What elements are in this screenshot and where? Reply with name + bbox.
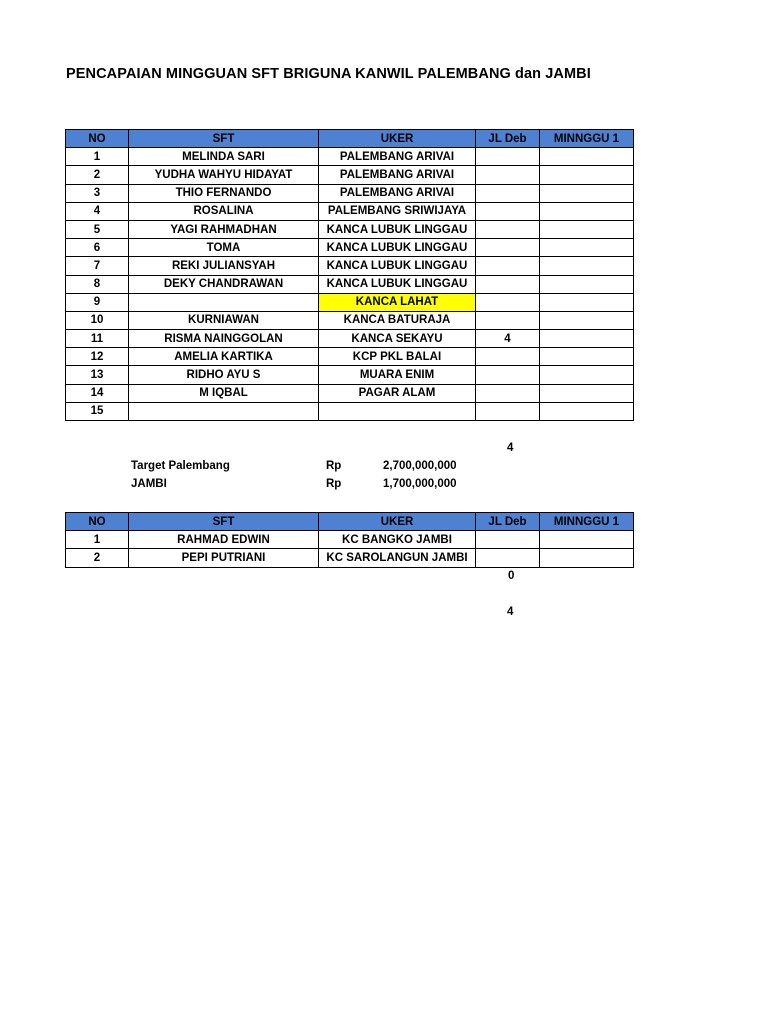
cell-no: 14 — [66, 384, 129, 402]
cell-sft: MELINDA SARI — [129, 148, 319, 166]
cell-sft: M IQBAL — [129, 384, 319, 402]
cell-no: 9 — [66, 293, 129, 311]
cell-minggu — [540, 330, 634, 348]
cell-uker: KC BANGKO JAMBI — [319, 531, 476, 549]
cell-jl-deb — [476, 184, 540, 202]
palembang-total: 4 — [507, 442, 514, 454]
jambi-table — [65, 512, 634, 568]
cell-uker: KANCA LUBUK LINGGAU — [319, 239, 476, 257]
cell-uker: KCP PKL BALAI — [319, 348, 476, 366]
cell-sft: PEPI PUTRIANI — [129, 549, 319, 567]
cell-no: 11 — [66, 330, 129, 348]
grand-total: 4 — [507, 606, 514, 618]
cell-sft: THIO FERNANDO — [129, 184, 319, 202]
cell-sft: ROSALINA — [129, 202, 319, 220]
cell-minggu — [540, 366, 634, 384]
header-uker: UKER — [319, 513, 476, 531]
cell-jl-deb — [476, 220, 540, 238]
cell-no: 4 — [66, 202, 129, 220]
table-row — [66, 293, 634, 311]
cell-uker: PAGAR ALAM — [319, 384, 476, 402]
cell-minggu — [540, 257, 634, 275]
cell-jl-deb — [476, 202, 540, 220]
cell-no: 3 — [66, 184, 129, 202]
table-row — [66, 275, 634, 293]
cell-minggu — [540, 549, 634, 567]
cell-no: 6 — [66, 239, 129, 257]
cell-no: 10 — [66, 311, 129, 329]
cell-sft: RAHMAD EDWIN — [129, 531, 319, 549]
cell-uker — [319, 402, 476, 420]
table-row — [66, 148, 634, 166]
header-sft: SFT — [129, 130, 319, 148]
cell-minggu — [540, 293, 634, 311]
target-palembang-currency: Rp — [326, 460, 342, 472]
table-row — [66, 220, 634, 238]
cell-minggu — [540, 348, 634, 366]
header-uker: UKER — [319, 130, 476, 148]
cell-uker: PALEMBANG ARIVAI — [319, 166, 476, 184]
cell-no: 1 — [66, 148, 129, 166]
cell-uker: PALEMBANG ARIVAI — [319, 148, 476, 166]
header-no: NO — [66, 513, 129, 531]
cell-minggu — [540, 202, 634, 220]
cell-uker: KANCA BATURAJA — [319, 311, 476, 329]
cell-jl-deb — [476, 384, 540, 402]
cell-sft — [129, 402, 319, 420]
cell-sft: REKI JULIANSYAH — [129, 257, 319, 275]
cell-sft: YAGI RAHMADHAN — [129, 220, 319, 238]
cell-jl-deb — [476, 549, 540, 567]
cell-jl-deb — [476, 402, 540, 420]
palembang-table — [65, 129, 634, 421]
table-header-row — [66, 130, 634, 148]
cell-minggu — [540, 239, 634, 257]
table-row — [66, 239, 634, 257]
cell-sft — [129, 293, 319, 311]
cell-uker: PALEMBANG ARIVAI — [319, 184, 476, 202]
cell-sft: DEKY CHANDRAWAN — [129, 275, 319, 293]
cell-sft: KURNIAWAN — [129, 311, 319, 329]
cell-no: 7 — [66, 257, 129, 275]
header-minggu: MINNGGU 1 — [540, 513, 634, 531]
target-jambi-label: JAMBI — [131, 478, 167, 490]
cell-jl-deb — [476, 148, 540, 166]
cell-no: 15 — [66, 402, 129, 420]
cell-no: 1 — [66, 531, 129, 549]
target-jambi-amount: 1,700,000,000 — [383, 478, 457, 490]
header-no: NO — [66, 130, 129, 148]
cell-minggu — [540, 531, 634, 549]
table-header-row — [66, 513, 634, 531]
cell-no: 8 — [66, 275, 129, 293]
table-row — [66, 202, 634, 220]
target-palembang-label: Target Palembang — [131, 460, 230, 472]
cell-no: 2 — [66, 166, 129, 184]
header-sft: SFT — [129, 513, 319, 531]
cell-minggu — [540, 275, 634, 293]
cell-uker: MUARA ENIM — [319, 366, 476, 384]
header-minggu: MINNGGU 1 — [540, 130, 634, 148]
table-row — [66, 311, 634, 329]
table-row — [66, 348, 634, 366]
table-row — [66, 531, 634, 549]
cell-sft: RISMA NAINGGOLAN — [129, 330, 319, 348]
cell-minggu — [540, 384, 634, 402]
cell-minggu — [540, 311, 634, 329]
cell-no: 5 — [66, 220, 129, 238]
cell-uker: KANCA LAHAT — [319, 293, 476, 311]
cell-jl-deb — [476, 366, 540, 384]
cell-sft: RIDHO AYU S — [129, 366, 319, 384]
table-row — [66, 166, 634, 184]
cell-minggu — [540, 148, 634, 166]
cell-uker: KANCA LUBUK LINGGAU — [319, 220, 476, 238]
cell-minggu — [540, 166, 634, 184]
cell-uker: KANCA LUBUK LINGGAU — [319, 275, 476, 293]
table-row — [66, 402, 634, 420]
table-row — [66, 366, 634, 384]
cell-sft: YUDHA WAHYU HIDAYAT — [129, 166, 319, 184]
cell-jl-deb — [476, 531, 540, 549]
cell-no: 13 — [66, 366, 129, 384]
header-jl-deb: JL Deb — [476, 513, 540, 531]
table-row — [66, 330, 634, 348]
cell-uker: PALEMBANG SRIWIJAYA — [319, 202, 476, 220]
cell-sft: AMELIA KARTIKA — [129, 348, 319, 366]
cell-jl-deb — [476, 166, 540, 184]
table-row — [66, 257, 634, 275]
cell-jl-deb: 4 — [476, 330, 540, 348]
cell-minggu — [540, 402, 634, 420]
cell-minggu — [540, 184, 634, 202]
cell-jl-deb — [476, 293, 540, 311]
cell-jl-deb — [476, 275, 540, 293]
table-row — [66, 384, 634, 402]
cell-jl-deb — [476, 239, 540, 257]
cell-uker: KC SAROLANGUN JAMBI — [319, 549, 476, 567]
cell-jl-deb — [476, 257, 540, 275]
target-jambi-currency: Rp — [326, 478, 342, 490]
target-palembang-amount: 2,700,000,000 — [383, 460, 457, 472]
table-row — [66, 184, 634, 202]
cell-uker: KANCA LUBUK LINGGAU — [319, 257, 476, 275]
cell-no: 2 — [66, 549, 129, 567]
cell-sft: TOMA — [129, 239, 319, 257]
header-jl-deb: JL Deb — [476, 130, 540, 148]
cell-jl-deb — [476, 311, 540, 329]
table-row — [66, 549, 634, 567]
jambi-total: 0 — [508, 570, 515, 582]
cell-uker: KANCA SEKAYU — [319, 330, 476, 348]
cell-minggu — [540, 220, 634, 238]
cell-no: 12 — [66, 348, 129, 366]
cell-jl-deb — [476, 348, 540, 366]
page-title: PENCAPAIAN MINGGUAN SFT BRIGUNA KANWIL PALEMBANG dan JAMBI — [66, 66, 591, 82]
